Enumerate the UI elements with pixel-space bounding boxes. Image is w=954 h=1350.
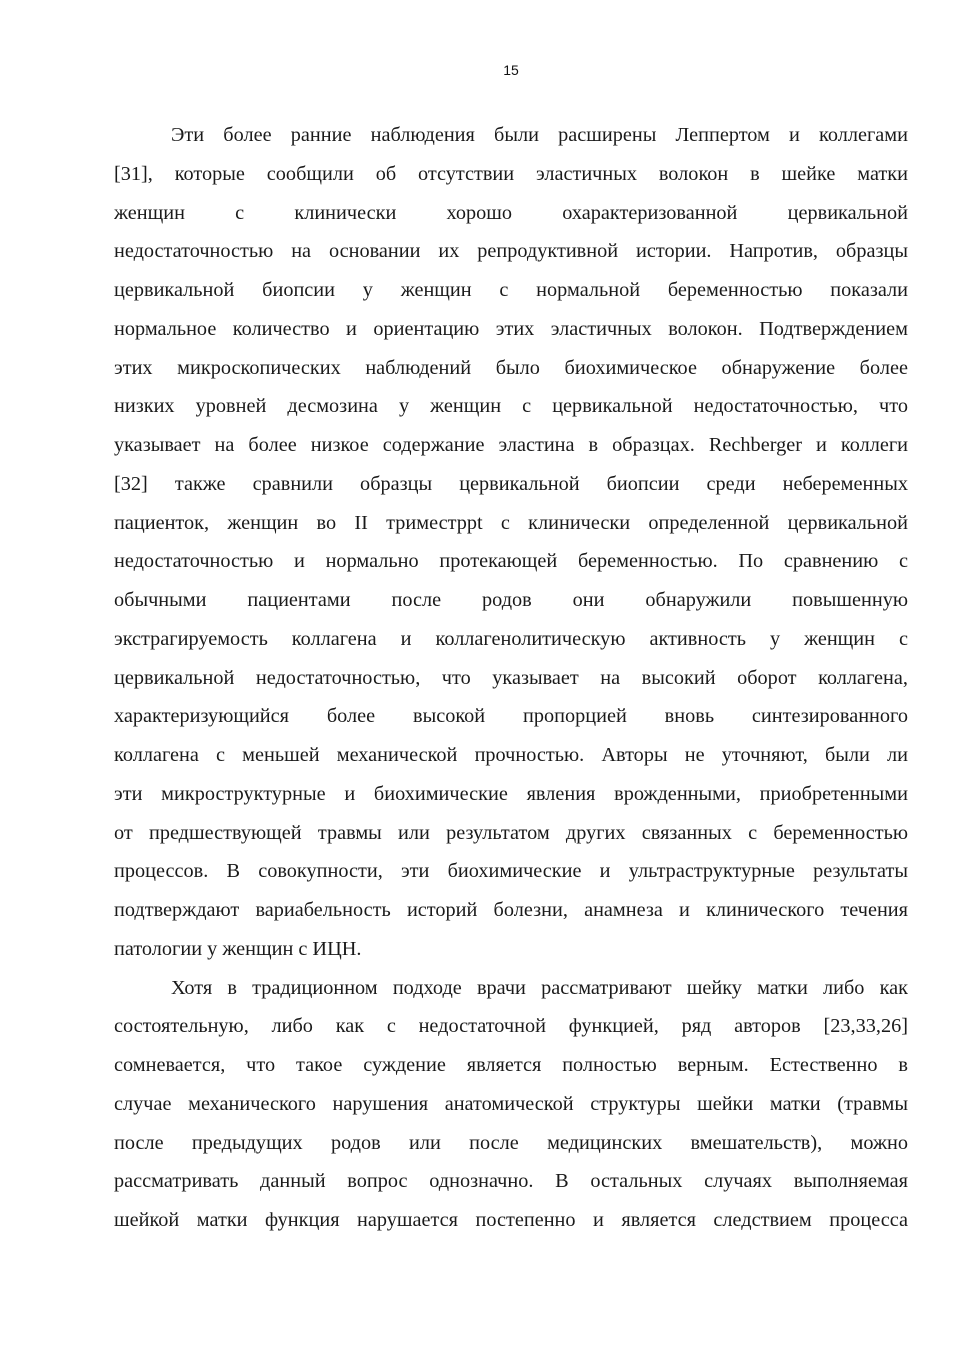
text-line: рассматривать данный вопрос однозначно. В остальных случаях выполняемая xyxy=(114,1170,908,1193)
text-line: процессов. В совокупности, эти биохимические и ультраструктурные результаты xyxy=(114,860,908,883)
text-line: [32] также сравнили образцы цервикальной биопсии среди небеременных xyxy=(114,472,908,495)
text-line: цервикальной недостаточностью, что указывает на высокий оборот коллагена, xyxy=(114,666,908,689)
text-line: от предшествующей травмы или результатом других связанных с беременностью xyxy=(114,821,908,844)
text-line: коллагена с меньшей механической прочностью. Авторы не уточняют, были ли xyxy=(114,744,908,766)
text-line: недостаточностью на основании их репродуктивной истории. Напротив, образцы xyxy=(114,240,908,263)
text-line: шейкой матки функция нарушается постепенно и является следствием процесса xyxy=(114,1209,908,1231)
text-line: эти микроструктурные и биохимические явления врожденными, приобретенными xyxy=(114,782,908,805)
text-line: этих микроскопических наблюдений было биохимическое обнаружение более xyxy=(114,356,908,379)
text-line: нормальное количество и ориентацию этих эластичных волокон. Подтверждением xyxy=(114,317,908,340)
text-line: женщин с клинически хорошо охарактеризованной цервикальной xyxy=(114,201,908,224)
text-line: сомневается, что такое суждение является полностью верным. Естественно в xyxy=(114,1054,908,1076)
text-line: экстрагируемость коллагена и коллагенолитическую активность у женщин с xyxy=(114,627,908,650)
text-line: [31], которые сообщили об отсутствии эластичных волокон в шейке матки xyxy=(114,162,908,185)
text-line: обычными пациентами после родов они обнаружили повышенную xyxy=(114,589,908,611)
text-line: недостаточностью и нормально протекающей беременностью. По сравнению с xyxy=(114,550,908,573)
text-line: подтверждают вариабельность историй болезни, анамнеза и клинического течения xyxy=(114,899,908,921)
text-line: Эти более ранние наблюдения были расширены Леппертом и коллегами xyxy=(171,124,908,146)
text-line: указывает на более низкое содержание эластина в образцах. Rechberger и коллеги xyxy=(114,434,908,456)
text-line: патологии у женщин с ИЦН. xyxy=(114,937,362,960)
text-line: после предыдущих родов или после медицинских вмешательств), можно xyxy=(114,1131,908,1154)
body-text xyxy=(114,116,908,1240)
text-line: Хотя в традиционном подходе врачи рассматривают шейку матки либо как xyxy=(171,976,908,999)
text-line: состоятельную, либо как с недостаточной функцией, ряд авторов [23,33,26] xyxy=(114,1015,908,1038)
text-line: случае механического нарушения анатомической структуры шейки матки (травмы xyxy=(114,1092,908,1115)
text-line: характеризующийся более высокой пропорцией вновь синтезированного xyxy=(114,705,908,728)
text-line: цервикальной биопсии у женщин с нормальной беременностью показали xyxy=(114,279,908,301)
page-number: 15 xyxy=(503,62,519,78)
text-line: пациенток, женщин во II триместрpt с клинически определенной цервикальной xyxy=(114,511,908,534)
text-line: низких уровней десмозина у женщин с цервикальной недостаточностью, что xyxy=(114,395,908,418)
